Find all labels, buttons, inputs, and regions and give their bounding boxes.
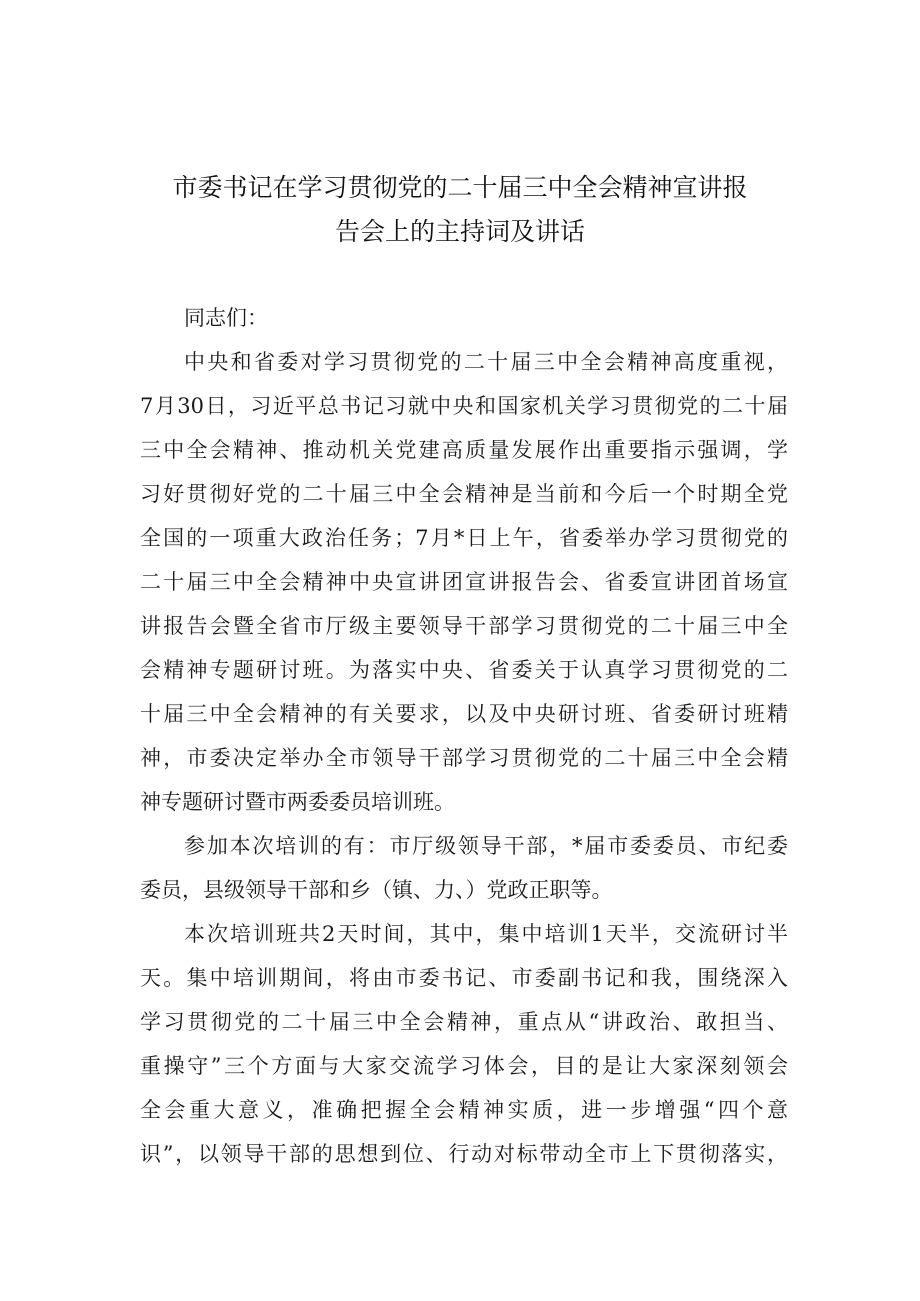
- paragraph-line: 参加本次培训的有：市厅级领导干部，*届市委委员、市纪委: [184, 834, 788, 858]
- paragraph-line: 本次培训班共2天时间，其中，集中培训1天半，交流研讨半: [184, 922, 788, 946]
- paragraph-2: [140, 824, 788, 912]
- paragraph-line: 重操守”三个方面与大家交流学习体会，目的是让大家深刻领会: [140, 1054, 788, 1078]
- paragraph-line: 习好贯彻好党的二十届三中全会精神是当前和今后一个时期全党: [140, 482, 788, 506]
- paragraph-line: 7月30日，习近平总书记习就中央和国家机关学习贯彻党的二十届: [140, 394, 788, 418]
- paragraph-line: 全国的一项重大政治任务；7月*日上午，省委举办学习贯彻党的: [140, 526, 788, 550]
- paragraph-line: 学习贯彻党的二十届三中全会精神，重点从“讲政治、敢担当、: [140, 1010, 788, 1034]
- title-line-2: 告会上的主持词及讲话: [334, 217, 585, 246]
- paragraph-line: 中央和省委对学习贯彻党的二十届三中全会精神高度重视，: [184, 350, 788, 374]
- paragraph-line: 二十届三中全会精神中央宣讲团宣讲报告会、省委宣讲团首场宣: [140, 570, 788, 594]
- paragraph-line: 会精神专题研讨班。为落实中央、省委关于认真学习贯彻党的二: [140, 658, 788, 682]
- salutation: 同志们：: [184, 306, 268, 330]
- document-title: [120, 166, 800, 254]
- paragraph-3: [140, 912, 788, 1176]
- paragraph-line: 神专题研讨暨市两委委员培训班。: [140, 790, 455, 814]
- title-line-1: 市委书记在学习贯彻党的二十届三中全会精神宣讲报: [172, 173, 748, 202]
- paragraph-1: [140, 340, 788, 824]
- paragraph-line: 天。集中培训期间，将由市委书记、市委副书记和我，围绕深入: [140, 966, 788, 990]
- paragraph-line: 全会重大意义，准确把握全会精神实质，进一步增强“四个意: [140, 1098, 788, 1122]
- paragraph-line: 委员，县级领导干部和乡（镇、力、）党政正职等。: [140, 878, 613, 902]
- paragraph-line: 十届三中全会精神的有关要求，以及中央研讨班、省委研讨班精: [140, 702, 788, 726]
- paragraph-line: 神，市委决定举办全市领导干部学习贯彻党的二十届三中全会精: [140, 746, 788, 770]
- document-body: [140, 296, 788, 1176]
- paragraph-line: 讲报告会暨全省市厅级主要领导干部学习贯彻党的二十届三中全: [140, 614, 788, 638]
- paragraph-line: 三中全会精神、推动机关党建高质量发展作出重要指示强调，学: [140, 438, 788, 462]
- paragraph-line: 识”，以领导干部的思想到位、行动对标带动全市上下贯彻落实，: [140, 1142, 788, 1166]
